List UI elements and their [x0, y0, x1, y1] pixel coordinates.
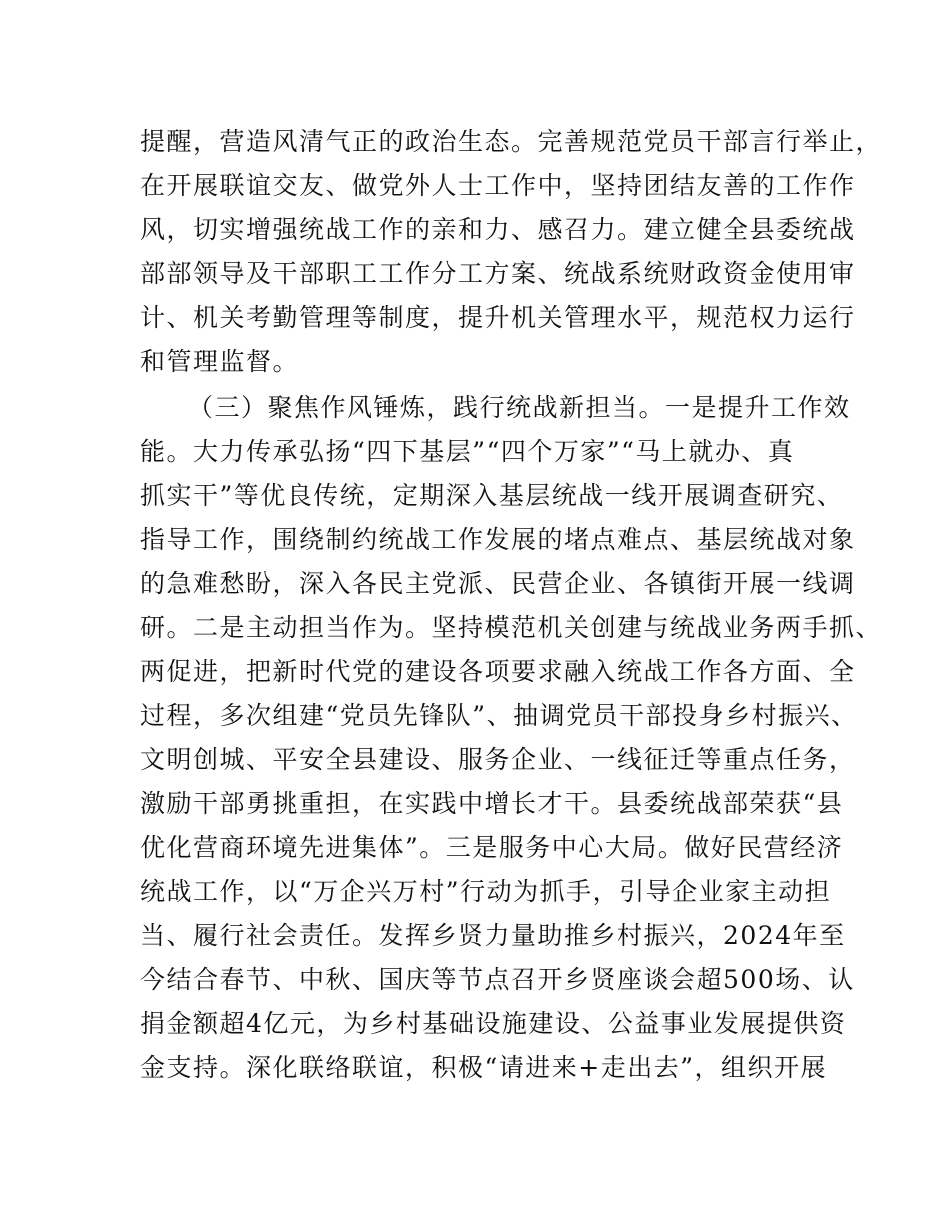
text-line: 和管理监督。 [140, 347, 300, 376]
text-line: 研。二是主动担当作为。坚持模范机关创建与统战业务两手抓、 [140, 613, 883, 642]
text-line: 捐金额超4亿元，为乡村基础设施建设、公益事业发展提供资 [140, 1009, 847, 1038]
text-line: 的急难愁盼，深入各民主党派、民营企业、各镇街开展一线调 [140, 569, 856, 598]
text-line: 金支持。深化联络联谊，积极“请进来+走出去”，组织开展 [140, 1053, 828, 1082]
text-line: 过程，多次组建“党员先锋队”、抽调党员干部投身乡村振兴、 [140, 701, 858, 730]
text-line: 激励干部勇挑重担，在实践中增长才干。县委统战部荣获“县 [140, 789, 844, 818]
text-line: 能。大力传承弘扬“四下基层”“四个万家”“马上就办、真 [140, 437, 795, 466]
text-line: 风，切实增强统战工作的亲和力、感召力。建立健全县委统战 [140, 215, 856, 244]
section-heading-line: （三）聚焦作风锤炼，践行统战新担当。一是提升工作效 [188, 393, 851, 422]
text-line: 部部领导及干部职工工作分工方案、统战系统财政资金使用审 [140, 259, 856, 288]
text-line: 今结合春节、中秋、国庆等节点召开乡贤座谈会超500场、认 [140, 965, 855, 994]
text-line: 抓实干”等优良传统，定期深入基层统战一线开展调查研究、 [140, 481, 844, 510]
text-line: 在开展联谊交友、做党外人士工作中，坚持团结友善的工作作 [140, 171, 856, 200]
text-line: 计、机关考勤管理等制度，提升机关管理水平，规范权力运行 [140, 303, 856, 332]
text-line: 优化营商环境先进集体”。三是服务中心大局。做好民营经济 [140, 833, 844, 862]
text-line: 统战工作，以“万企兴万村”行动为抓手，引导企业家主动担 [140, 877, 832, 906]
text-line: 文明创城、平安全县建设、服务企业、一线征迁等重点任务， [140, 745, 856, 774]
text-line: 两促进，把新时代党的建设各项要求融入统战工作各方面、全 [140, 657, 856, 686]
text-line: 当、履行社会责任。发挥乡贤力量助推乡村振兴，2024年至 [140, 921, 846, 950]
text-line: 提醒，营造风清气正的政治生态。完善规范党员干部言行举止， [140, 127, 883, 156]
text-line: 指导工作，围绕制约统战工作发展的堵点难点、基层统战对象 [140, 525, 856, 554]
